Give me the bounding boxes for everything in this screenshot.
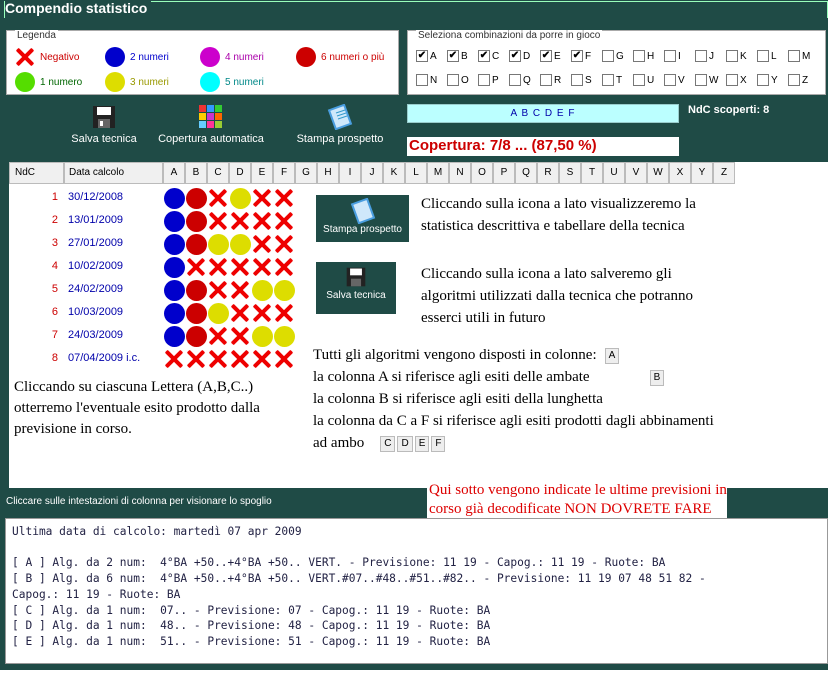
- result-cell: [185, 279, 207, 301]
- checkbox-n[interactable]: [416, 74, 437, 86]
- forecast-notice: Qui sotto vengono indicate le ultime previsioni in corso già decodificate NON DOVRETE FARE: [427, 481, 727, 538]
- save-technique-button[interactable]: [68, 104, 140, 145]
- selected-combination: A B C D E F: [407, 104, 679, 123]
- mini-a-button[interactable]: A: [605, 348, 620, 364]
- result-cell: [207, 210, 229, 232]
- checkbox-h[interactable]: [633, 50, 654, 62]
- checkbox-label: N: [430, 74, 438, 86]
- result-cell: [273, 348, 295, 370]
- checkbox-label: T: [616, 74, 623, 86]
- checkbox-p[interactable]: [478, 74, 499, 86]
- legend-label: 6 numeri o più: [321, 51, 385, 63]
- print-report-button[interactable]: [290, 104, 390, 145]
- legend-title: Legenda: [17, 30, 56, 41]
- checkbox-box[interactable]: [509, 74, 521, 86]
- purple-ball-icon: [200, 47, 220, 67]
- red-ball-icon: [186, 188, 207, 209]
- row-date: 30/12/2008: [68, 191, 124, 203]
- result-cell: [163, 302, 185, 324]
- output-line: Ultima data di calcolo: martedì 07 apr 2009: [12, 525, 302, 538]
- result-cell: [185, 256, 207, 278]
- checkbox-label: V: [678, 74, 685, 86]
- checkbox-box[interactable]: [571, 74, 583, 86]
- row-ndc: 8: [51, 352, 58, 364]
- column-header-j[interactable]: J: [361, 162, 383, 184]
- result-cell: [273, 279, 295, 301]
- status-bar: [0, 670, 828, 674]
- yellow-ball-icon: [230, 234, 251, 255]
- column-header-i[interactable]: I: [339, 162, 361, 184]
- blue-ball-icon: [164, 326, 185, 347]
- result-cell: [163, 210, 185, 232]
- print-label: Stampa prospetto: [296, 133, 384, 145]
- checkbox-b[interactable]: [447, 50, 468, 62]
- result-cell: [185, 302, 207, 324]
- checkbox-box[interactable]: [478, 74, 490, 86]
- checkbox-label: A: [430, 50, 437, 62]
- checkbox-label: J: [709, 50, 714, 62]
- checkbox-a[interactable]: [416, 50, 437, 62]
- checkbox-label: H: [647, 50, 655, 62]
- column-header-w[interactable]: W: [647, 162, 669, 184]
- blue-ball-icon: [164, 257, 185, 278]
- result-cell: [207, 348, 229, 370]
- checkbox-box[interactable]: ✔: [510, 50, 520, 61]
- row-ndc: 4: [51, 260, 58, 272]
- output-line: [12, 540, 827, 556]
- row-ndc: 3: [51, 237, 58, 249]
- checkbox-label: E: [554, 50, 561, 62]
- row-ndc: 7: [51, 329, 58, 341]
- legend-group: [6, 30, 399, 95]
- output-textarea[interactable]: [5, 518, 828, 664]
- checkbox-v[interactable]: [664, 74, 685, 86]
- coverage-label: Copertura: 7/8 ... (87,50 %): [407, 137, 679, 156]
- save-info-text: Cliccando sulla icona a lato salveremo gli algoritmi utilizzati dalla tecnica che potranno esserci utili in futuro: [421, 266, 693, 326]
- x-mark-icon: [252, 257, 273, 278]
- result-cell: [251, 302, 273, 324]
- save-inline-label: Salva tecnica: [326, 290, 386, 301]
- x-mark-icon: [230, 257, 251, 278]
- row-date: 10/03/2009: [68, 306, 124, 318]
- column-header-c[interactable]: C: [207, 162, 229, 184]
- result-cell: [229, 210, 251, 232]
- checkbox-label: K: [740, 50, 747, 62]
- output-line: [ E ] Alg. da 1 num: 51.. - Previsione: 51 - Capog.: 11 19 - Ruote: BA: [12, 634, 491, 648]
- yellow-ball-icon: [208, 303, 229, 324]
- checkbox-box[interactable]: [757, 50, 769, 62]
- checkbox-j[interactable]: [695, 50, 714, 62]
- checkbox-label: I: [678, 50, 681, 62]
- checkbox-box[interactable]: [726, 50, 738, 62]
- checkbox-label: W: [709, 74, 719, 86]
- yellow-ball-icon: [252, 326, 273, 347]
- row-date: 24/03/2009: [68, 329, 124, 341]
- red-ball-icon: [186, 280, 207, 301]
- result-cell: [163, 348, 185, 370]
- checkbox-g[interactable]: [602, 50, 624, 62]
- column-header-k[interactable]: K: [383, 162, 405, 184]
- legend-5: [200, 72, 264, 92]
- algo-text: ad ambo: [313, 435, 365, 451]
- output-line: Capog.: 11 19 - Ruote: BA: [12, 587, 181, 601]
- column-header-n[interactable]: N: [449, 162, 471, 184]
- row-date: 07/04/2009 i.c.: [68, 352, 141, 364]
- result-cell: [251, 279, 273, 301]
- column-header-y[interactable]: Y: [691, 162, 713, 184]
- yellow-ball-icon: [274, 280, 295, 301]
- column-header-t[interactable]: T: [581, 162, 603, 184]
- checkbox-label: O: [461, 74, 469, 86]
- checkbox-label: Q: [523, 74, 531, 86]
- row-ndc: 1: [51, 191, 58, 203]
- output-line: [ A ] Alg. da 2 num: 4°BA +50..+4°BA +50.. VERT. - Previsione: 11 19 - Capog.: 11 19 - Ruote: BA: [12, 556, 666, 570]
- column-header-g[interactable]: G: [295, 162, 317, 184]
- letter-click-info: Cliccando su ciascuna Lettera (A,B,C..) otterremo l'eventuale esito prodotto dalla previsione in corso.: [10, 373, 305, 481]
- checkbox-label: P: [492, 74, 499, 86]
- column-header-q[interactable]: Q: [515, 162, 537, 184]
- column-header-e[interactable]: E: [251, 162, 273, 184]
- checkbox-box[interactable]: [633, 74, 645, 86]
- checkbox-label: B: [461, 50, 468, 62]
- legend-label: 2 numeri: [130, 51, 169, 63]
- x-mark-icon: [274, 349, 295, 370]
- checkbox-box[interactable]: [664, 50, 676, 62]
- checkbox-box[interactable]: ✔: [572, 50, 582, 61]
- result-cell: [163, 256, 185, 278]
- column-header-r[interactable]: R: [537, 162, 559, 184]
- legend-2: [105, 47, 169, 67]
- legend-label: 4 numeri: [225, 51, 264, 63]
- x-mark-icon: [186, 349, 207, 370]
- column-hint: Cliccare sulle intestazioni di colonna per visionare lo spoglio: [6, 496, 272, 507]
- legend-4: [200, 47, 264, 67]
- legend-label: 5 numeri: [225, 76, 264, 88]
- result-cell: [207, 279, 229, 301]
- red-ball-icon: [186, 211, 207, 232]
- save-technique-inline-button[interactable]: [316, 262, 396, 314]
- x-mark-icon: [252, 234, 273, 255]
- result-cell: [207, 187, 229, 209]
- checkbox-box[interactable]: [695, 74, 707, 86]
- save-label: Salva tecnica: [71, 133, 137, 145]
- blue-ball-icon: [164, 280, 185, 301]
- notebook-icon: [327, 104, 353, 130]
- result-cell: [207, 233, 229, 255]
- checkbox-s[interactable]: [571, 74, 592, 86]
- x-mark-icon: [164, 349, 185, 370]
- column-header-s[interactable]: S: [559, 162, 581, 184]
- checkbox-label: F: [585, 50, 592, 62]
- column-header-date[interactable]: Data calcolo: [64, 162, 163, 184]
- x-mark-icon: [252, 349, 273, 370]
- x-mark-icon: [208, 326, 229, 347]
- output-line: [ D ] Alg. da 1 num: 48.. - Previsione: 48 - Capog.: 11 19 - Ruote: BA: [12, 619, 491, 633]
- checkbox-q[interactable]: [509, 74, 531, 86]
- checkbox-u[interactable]: [633, 74, 654, 86]
- combination-selector: [407, 30, 826, 95]
- result-cell: [251, 187, 273, 209]
- checkbox-k[interactable]: [726, 50, 747, 62]
- checkbox-label: Z: [802, 74, 809, 86]
- result-cell: [251, 348, 273, 370]
- checkbox-label: M: [802, 50, 811, 62]
- result-cell: [163, 187, 185, 209]
- yellow-ball-icon: [274, 326, 295, 347]
- result-cell: [229, 348, 251, 370]
- auto-coverage-button[interactable]: [155, 104, 267, 145]
- output-line: [ C ] Alg. da 1 num: 07.. - Previsione: 07 - Capog.: 11 19 - Ruote: BA: [12, 603, 491, 617]
- algorithm-info: [313, 342, 828, 485]
- checkbox-label: S: [585, 74, 592, 86]
- blue-ball-icon: [105, 47, 125, 67]
- checkbox-label: U: [647, 74, 655, 86]
- column-header-b[interactable]: B: [185, 162, 207, 184]
- x-mark-icon: [15, 47, 35, 67]
- checkbox-box[interactable]: [788, 74, 800, 86]
- checkbox-label: D: [523, 50, 531, 62]
- algo-text: Tutti gli algoritmi vengono disposti in colonne:: [313, 347, 597, 363]
- checkbox-box[interactable]: [757, 74, 769, 86]
- mini-f-button[interactable]: F: [431, 436, 445, 452]
- checkbox-label: G: [616, 50, 624, 62]
- result-cell: [207, 302, 229, 324]
- result-cell: [229, 233, 251, 255]
- result-cell: [229, 279, 251, 301]
- x-mark-icon: [208, 188, 229, 209]
- row-ndc: 6: [51, 306, 58, 318]
- x-mark-icon: [230, 280, 251, 301]
- result-cell: [273, 302, 295, 324]
- result-cell: [273, 187, 295, 209]
- x-mark-icon: [230, 326, 251, 347]
- x-mark-icon: [208, 280, 229, 301]
- checkbox-o[interactable]: [447, 74, 469, 86]
- result-cell: [273, 256, 295, 278]
- column-header-h[interactable]: H: [317, 162, 339, 184]
- print-inline-label: Stampa prospetto: [323, 224, 402, 235]
- result-cell: [229, 256, 251, 278]
- checkbox-label: X: [740, 74, 747, 86]
- result-cell: [229, 187, 251, 209]
- checkbox-i[interactable]: [664, 50, 681, 62]
- color-grid-icon: [198, 104, 224, 130]
- checkbox-d[interactable]: [509, 50, 530, 62]
- row-ndc: 5: [51, 283, 58, 295]
- result-cell: [273, 325, 295, 347]
- column-header-u[interactable]: U: [603, 162, 625, 184]
- checkbox-box[interactable]: [788, 50, 800, 62]
- column-header-o[interactable]: O: [471, 162, 493, 184]
- checkbox-label: R: [554, 74, 562, 86]
- x-mark-icon: [208, 349, 229, 370]
- red-ball-icon: [186, 234, 207, 255]
- checkbox-box[interactable]: [695, 50, 707, 62]
- algo-line-5: [313, 432, 828, 454]
- print-info-text: Cliccando sulla icona a lato visualizzeremo la statistica descrittiva e tabellare della tecnica: [421, 196, 696, 234]
- algo-line-1: [313, 344, 828, 366]
- mini-e-button[interactable]: E: [415, 436, 430, 452]
- checkbox-box[interactable]: [447, 74, 459, 86]
- result-cell: [273, 210, 295, 232]
- result-cell: [185, 187, 207, 209]
- column-header-d[interactable]: D: [229, 162, 251, 184]
- x-mark-icon: [230, 303, 251, 324]
- algo-line-3: la colonna B si riferisce agli esiti della lunghetta: [313, 391, 603, 407]
- checkbox-t[interactable]: [602, 74, 622, 86]
- checkbox-y[interactable]: [757, 74, 778, 86]
- red-ball-icon: [186, 303, 207, 324]
- checkbox-r[interactable]: [540, 74, 561, 86]
- result-cell: [251, 233, 273, 255]
- column-header-f[interactable]: F: [273, 162, 295, 184]
- result-cell: [207, 325, 229, 347]
- x-mark-icon: [274, 211, 295, 232]
- column-header-v[interactable]: V: [625, 162, 647, 184]
- yellow-ball-icon: [252, 280, 273, 301]
- checkbox-box[interactable]: [540, 74, 552, 86]
- green-ball-icon: [15, 72, 35, 92]
- checkbox-box[interactable]: [416, 74, 428, 86]
- checkbox-box[interactable]: ✔: [541, 50, 551, 61]
- red-ball-icon: [186, 326, 207, 347]
- window-title-text: Compendio statistico: [5, 0, 151, 16]
- checkbox-box[interactable]: [726, 74, 738, 86]
- checkbox-e[interactable]: [540, 50, 561, 62]
- legend-3: [105, 72, 169, 92]
- column-header-l[interactable]: L: [405, 162, 427, 184]
- legend-1: [15, 72, 82, 92]
- blue-ball-icon: [164, 303, 185, 324]
- x-mark-icon: [208, 211, 229, 232]
- checkbox-box[interactable]: ✔: [448, 50, 458, 61]
- result-cell: [207, 256, 229, 278]
- mini-b-button[interactable]: B: [650, 370, 665, 386]
- x-mark-icon: [186, 257, 207, 278]
- floppy-icon: [91, 104, 117, 130]
- column-header-p[interactable]: P: [493, 162, 515, 184]
- legend-label: Negativo: [40, 51, 80, 63]
- window-title: [4, 1, 828, 18]
- result-cell: [185, 348, 207, 370]
- floppy-icon: [345, 266, 367, 288]
- result-cell: [163, 325, 185, 347]
- print-report-inline-button[interactable]: [316, 195, 409, 242]
- result-cell: [229, 325, 251, 347]
- column-header-ndc[interactable]: NdC: [9, 162, 64, 184]
- checkbox-label: C: [492, 50, 500, 62]
- yellow-ball-icon: [105, 72, 125, 92]
- column-header-m[interactable]: M: [427, 162, 449, 184]
- mini-c-button[interactable]: C: [380, 436, 395, 452]
- checkbox-box[interactable]: [602, 50, 614, 62]
- row-date: 10/02/2009: [68, 260, 124, 272]
- x-mark-icon: [252, 303, 273, 324]
- x-mark-icon: [208, 257, 229, 278]
- column-header-z[interactable]: Z: [713, 162, 735, 184]
- result-cell: [229, 302, 251, 324]
- x-mark-icon: [230, 211, 251, 232]
- result-cell: [163, 233, 185, 255]
- checkbox-label: Y: [771, 74, 778, 86]
- result-cell: [185, 210, 207, 232]
- legend-negative: [15, 47, 79, 67]
- selector-title: Seleziona combinazioni da porre in gioco: [418, 30, 601, 41]
- x-mark-icon: [230, 349, 251, 370]
- ndc-uncovered: NdC scoperti: 8: [688, 104, 770, 116]
- blue-ball-icon: [164, 188, 185, 209]
- blue-ball-icon: [164, 234, 185, 255]
- column-header-x[interactable]: X: [669, 162, 691, 184]
- checkbox-box[interactable]: ✔: [417, 50, 427, 61]
- checkbox-f[interactable]: [571, 50, 591, 62]
- auto-label: Copertura automatica: [158, 133, 264, 145]
- result-cell: [185, 233, 207, 255]
- x-mark-icon: [274, 188, 295, 209]
- checkbox-l[interactable]: [757, 50, 777, 62]
- result-cell: [163, 279, 185, 301]
- algo-line-4: la colonna da C a F si riferisce agli esiti prodotti dagli abbinamenti: [313, 413, 714, 429]
- yellow-ball-icon: [208, 234, 229, 255]
- x-mark-icon: [252, 211, 273, 232]
- checkbox-z[interactable]: [788, 74, 808, 86]
- checkbox-label: L: [771, 50, 777, 62]
- checkbox-w[interactable]: [695, 74, 718, 86]
- row-date: 13/01/2009: [68, 214, 124, 226]
- output-line: [ B ] Alg. da 6 num: 4°BA +50..+4°BA +50.. VERT.#07..#48..#51..#82.. - Previsione: 11 19 07 48 51 82 -: [12, 572, 706, 586]
- algo-line-2: [313, 366, 828, 388]
- yellow-ball-icon: [230, 188, 251, 209]
- column-header-a[interactable]: A: [163, 162, 185, 184]
- row-ndc: 2: [51, 214, 58, 226]
- checkbox-box[interactable]: [664, 74, 676, 86]
- blue-ball-icon: [164, 211, 185, 232]
- checkbox-box[interactable]: [633, 50, 645, 62]
- checkbox-m[interactable]: [788, 50, 810, 62]
- result-cell: [251, 325, 273, 347]
- red-ball-icon: [296, 47, 316, 67]
- x-mark-icon: [274, 303, 295, 324]
- notebook-icon: [350, 198, 376, 224]
- checkbox-box[interactable]: [602, 74, 614, 86]
- row-date: 24/02/2009: [68, 283, 124, 295]
- x-mark-icon: [274, 234, 295, 255]
- result-cell: [251, 210, 273, 232]
- algo-text: la colonna A si riferisce agli esiti delle ambate: [313, 369, 590, 385]
- mini-d-button[interactable]: D: [397, 436, 412, 452]
- checkbox-x[interactable]: [726, 74, 747, 86]
- x-mark-icon: [252, 188, 273, 209]
- checkbox-c[interactable]: [478, 50, 499, 62]
- legend-label: 3 numeri: [130, 76, 169, 88]
- legend-6: [296, 47, 384, 67]
- checkbox-box[interactable]: ✔: [479, 50, 489, 61]
- x-mark-icon: [274, 257, 295, 278]
- result-cell: [185, 325, 207, 347]
- row-date: 27/01/2009: [68, 237, 124, 249]
- cyan-ball-icon: [200, 72, 220, 92]
- result-cell: [273, 233, 295, 255]
- legend-label: 1 numero: [40, 76, 83, 88]
- result-cell: [251, 256, 273, 278]
